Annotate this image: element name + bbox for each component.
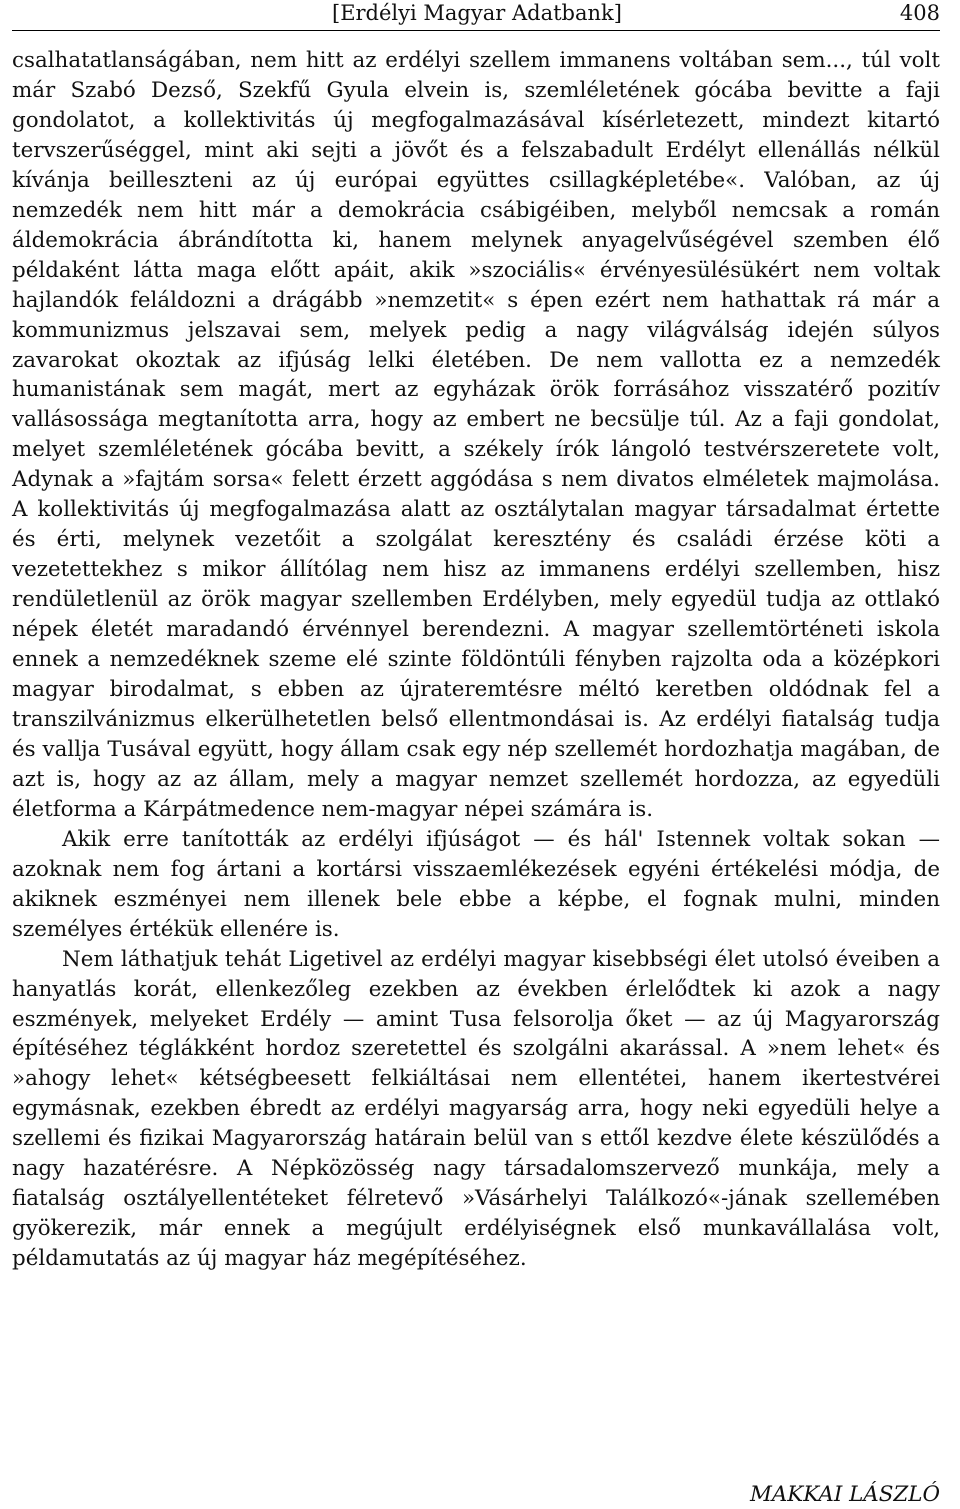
paragraph: Nem láthatjuk tehát Ligetivel az erdélyi magyar kisebbségi élet utolsó éveiben a hanyatlás korát, ellenkezőleg ezekben az években érlelődtek ki azok a nagy eszmények, melyeket Erdély — amint Tusa felsorolja őket — az új Magyarország építéséhez téglákként hordoz szeretettel és szolgálni akarással. A »nem lehet« és »ahogy lehet« kétségbeesett felkiáltásai nem ellentétei, hanem ikertestvérei egymásnak, ezekben ébredt az erdélyi magyarság arra, hogy neki egyedüli helye a szellemi és fizikai Magyarország határain belül van s ettől kezdve élete készülődés a nagy hazatérésre. A Népközösség nagy társadalomszervező munkája, mely a fiatalság osztályellentéteket félretevő »Vásárhelyi Találkozó«-jának szellemében gyökerezik, már ennek a megújult erdélyiségnek első munkavállalása volt, példamutatás az új magyar ház megépítéséhez.: [12, 946, 940, 1272]
article-body: [12, 46, 940, 1274]
paragraph: csalhatatlanságában, nem hitt az erdélyi szellem immanens voltában sem..., túl volt már Szabó Dezső, Szekfű Gyula elvein is, szemléletének gócába bevitte a faji gondolatot, a kollektivitás új megfogalmazásával kísérletezett, mindezt kitartó tervszerűséggel, mint aki sejti a jövőt és a felszabadult Erdélyt ellenállás nélkül kívánja beilleszteni az új európai együttes csillagképletébe«. Valóban, az új nemzedék nem hitt már a demokrácia csábigéiben, melyből nemcsak a román áldemokrácia ábrándította ki, hanem melynek anyagelvűségével szemben élő példaként látta maga előtt apáit, akik »szociális« érvényesülésükért nem voltak hajlandók feláldozni a drágább »nemzetit« s épen ezért nem hathattak rá már a kommunizmus jelszavai sem, melyek pedig a nagy világválság idején súlyos zavarokat okoztak az ifjúság lelki életében. De nem vallotta ez a nemzedék humanistának sem magát, mert az egyházak örök forrásához visszatérő pozitív vallásossága megtanította arra, hogy az embert ne becsülje túl. Az a faji gondolat, melyet szemléletének gócába bevitt, a székely írók lángoló testvérszeretete volt, Adynak a »fajtám sorsa« felett érzett aggódása s nem divatos elméletek majmolása. A kollektivitás új megfogalmazása alatt az osztálytalan magyar társadalmat értette és érti, melynek vezetőit a szolgálat keresztény és családi érzése köti a vezetettekhez s mikor állítólag nem hisz az immanens erdélyi szellemben, hisz rendületlenül az örök magyar szellemben Erdélyben, mely egyedül tudja az ottlakó népek életét maradandó érvénnyel berendezni. A magyar szellemtörténeti iskola ennek a nemzedéknek szeme elé szinte földöntúli fényben rajzolta oda a középkori magyar birodalmat, s ebben az újrateremtésre méltó keretben oldódnak fel a transzilvánizmus elkerülhetetlen belső ellentmondásai is. Az erdélyi fiatalság tudja és vallja Tusával együtt, hogy állam csak egy nép szellemét hordozhatja magában, de azt is, hogy az az állam, mely a magyar nemzet szellemét hordozza, az egyedüli életforma a Kárpátmedence nem-magyar népei számára is.: [12, 48, 940, 822]
author-signature: MAKKAI LÁSZLÓ: [749, 1482, 940, 1507]
page-header: [12, 0, 940, 31]
paragraph: Akik erre tanították az erdélyi ifjúságot — és hál' Istennek voltak sokan — azoknak nem fog ártani a kortársi visszaemlékezések egyéni értékelési módja, de akiknek eszményei nem illenek bele ebbe a képbe, el fognak mulni, minden személyes értékük ellenére is.: [12, 826, 940, 942]
source-title: [Erdélyi Magyar Adatbank]: [332, 1, 622, 25]
page-number: 408: [899, 1, 940, 25]
